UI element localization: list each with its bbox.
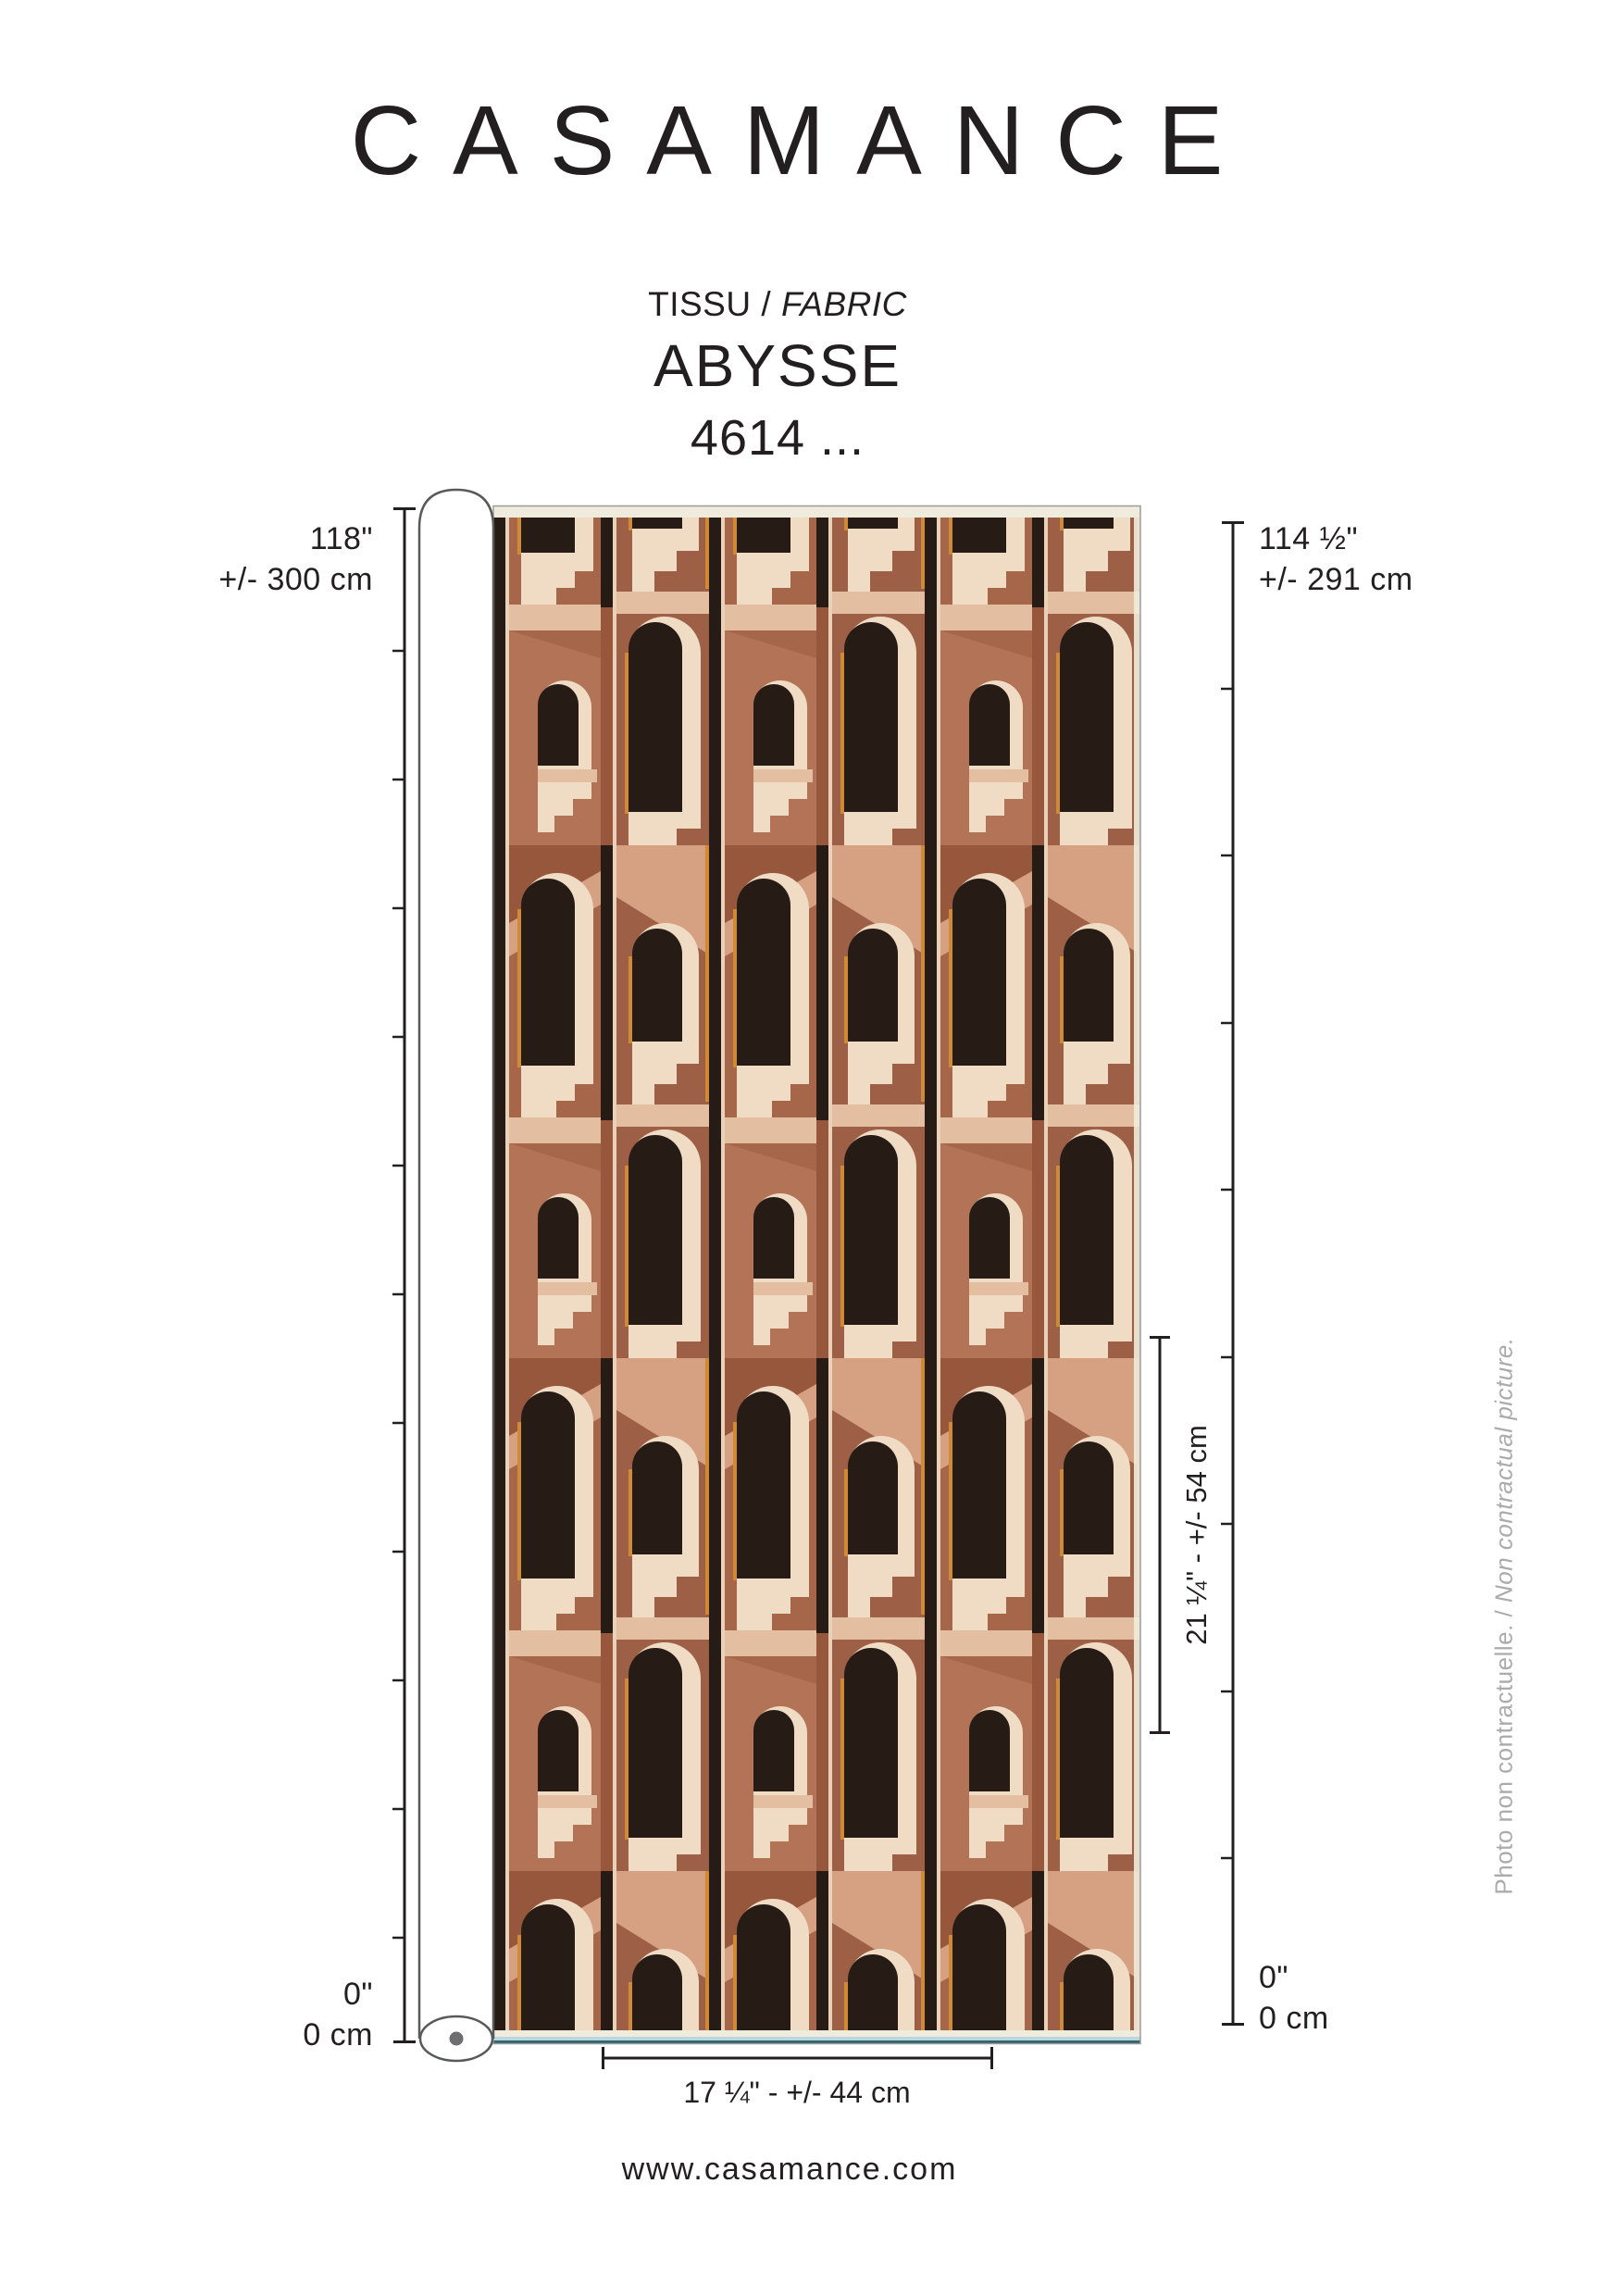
brand-logo: CASAMANCE bbox=[350, 86, 1255, 195]
horizontal-repeat-label: 17 ¼" - +/- 44 cm bbox=[683, 2076, 911, 2109]
right-top-measurement bbox=[1259, 518, 1564, 600]
left-top-inches: 118" bbox=[309, 521, 373, 556]
product-name: ABYSSE bbox=[653, 332, 902, 399]
fabric-top-selvage bbox=[493, 506, 1140, 518]
right-bottom-centimeters: 0 cm bbox=[1259, 2001, 1329, 2036]
roll-end-center-dot bbox=[450, 2032, 464, 2046]
non-contractual-caption bbox=[1490, 1281, 1519, 1952]
fabric-bottom-selvage bbox=[493, 2030, 1140, 2037]
left-bottom-centimeters: 0 cm bbox=[303, 2017, 373, 2053]
right-bottom-inches: 0" bbox=[1259, 1960, 1288, 1995]
left-top-centimeters: +/- 300 cm bbox=[218, 562, 373, 597]
vertical-repeat-label: 21 ¼" - +/- 54 cm bbox=[1180, 1425, 1213, 1645]
caption-english: Non contractual picture. bbox=[1489, 1337, 1518, 1603]
product-code: 4614 ... bbox=[690, 410, 865, 466]
category-english: FABRIC bbox=[780, 285, 907, 323]
left-bottom-measurement bbox=[95, 1974, 373, 2055]
fabric-panel bbox=[493, 506, 1140, 2044]
right-bottom-measurement bbox=[1259, 1957, 1564, 2039]
caption-french: Photo non contractuelle. / bbox=[1489, 1603, 1518, 1895]
category-french: TISSU / bbox=[648, 285, 781, 323]
product-category bbox=[0, 285, 1555, 324]
website-url: www.casamance.com bbox=[621, 2152, 958, 2187]
roll-core-body bbox=[419, 490, 493, 2039]
fabric-right-selvage bbox=[1134, 518, 1140, 2030]
right-dimension-ticks bbox=[1221, 689, 1233, 1858]
left-dimension-ticks bbox=[392, 651, 404, 1938]
roll-tube bbox=[419, 490, 493, 2061]
right-top-centimeters: +/- 291 cm bbox=[1259, 562, 1413, 597]
left-bottom-inches: 0" bbox=[343, 1977, 373, 2012]
fabric-bottom-selvage-blue-line bbox=[493, 2037, 1140, 2040]
right-top-inches: 114 ½" bbox=[1259, 521, 1359, 556]
left-top-measurement bbox=[95, 518, 373, 600]
fabric-pattern bbox=[493, 518, 1140, 2030]
